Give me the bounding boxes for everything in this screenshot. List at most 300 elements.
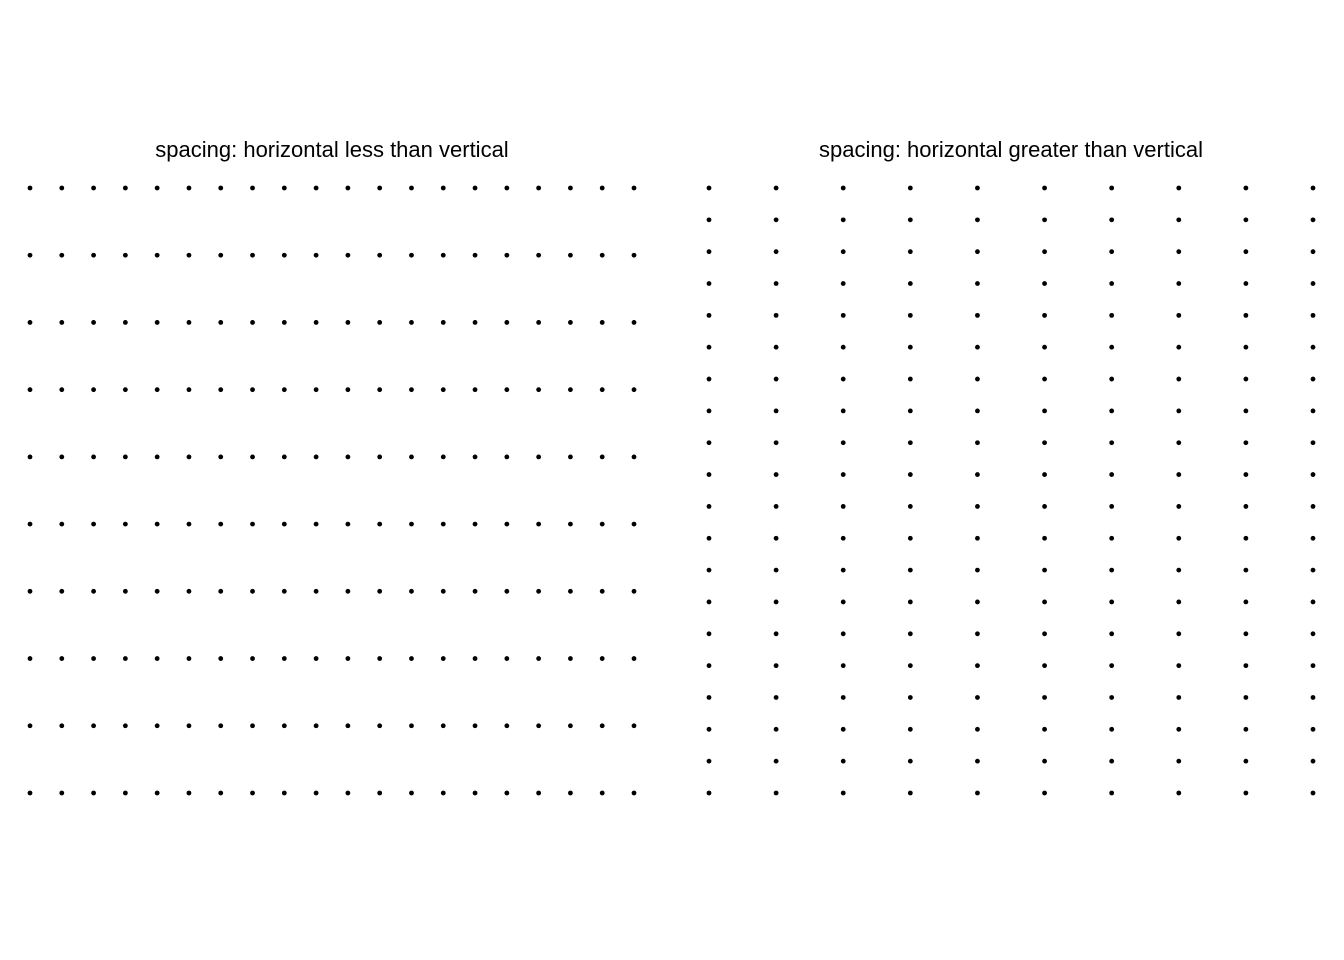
grid-dot [975,727,980,732]
grid-dot [441,387,446,392]
grid-dot [1042,600,1047,605]
grid-dot [975,408,980,413]
grid-dot [282,656,287,661]
grid-dot [155,656,160,661]
grid-dot [632,522,637,527]
grid-dot [345,791,350,796]
grid-dot [123,589,128,594]
grid-dot [600,454,605,459]
grid-dot [1243,727,1248,732]
grid-dot [774,663,779,668]
grid-dot [504,387,509,392]
grid-dot [908,281,913,286]
grid-dot [123,387,128,392]
grid-dot [568,387,573,392]
grid-dot [504,656,509,661]
grid-dot [975,695,980,700]
grid-dot [841,217,846,222]
grid-dot [218,387,223,392]
grid-dot [187,723,192,728]
grid-dot [908,727,913,732]
grid-dot [707,408,712,413]
grid-dot [1243,536,1248,541]
grid-dot [632,723,637,728]
grid-dot [377,589,382,594]
grid-dot [1042,217,1047,222]
grid-dot [632,387,637,392]
grid-dot [250,656,255,661]
grid-dot [1042,472,1047,477]
grid-dot [1109,568,1114,573]
grid-dot [975,217,980,222]
grid-dot [600,791,605,796]
grid-dot [473,454,478,459]
grid-dot [59,387,64,392]
grid-dot [504,454,509,459]
grid-dot [123,656,128,661]
grid-dot [1176,313,1181,318]
grid-dot [345,186,350,191]
grid-dot [1109,504,1114,509]
grid-dot [632,253,637,258]
grid-dot [91,454,96,459]
grid-dot [59,723,64,728]
grid-dot [1042,727,1047,732]
grid-dot [707,313,712,318]
grid-dot [91,589,96,594]
grid-dot [473,320,478,325]
grid-dot [1109,600,1114,605]
grid-dot [975,600,980,605]
grid-dot [908,536,913,541]
grid-dot [632,589,637,594]
grid-dot [218,791,223,796]
grid-dot [536,253,541,258]
grid-dot [187,589,192,594]
grid-dot [1311,186,1316,191]
grid-dot [314,387,319,392]
grid-dot [1176,217,1181,222]
grid-dot [707,345,712,350]
grid-dot [1311,440,1316,445]
grid-dot [187,791,192,796]
grid-dot [975,440,980,445]
grid-dot [536,454,541,459]
grid-dot [774,345,779,350]
grid-dot [504,723,509,728]
grid-dot [473,387,478,392]
grid-dot [1311,600,1316,605]
grid-dot [841,313,846,318]
grid-dot [908,249,913,254]
grid-dot [1042,504,1047,509]
grid-dot [568,723,573,728]
grid-dot [1042,791,1047,796]
grid-dot [707,186,712,191]
grid-dot [282,186,287,191]
grid-dot [774,377,779,382]
grid-dot [774,695,779,700]
grid-dot [1042,568,1047,573]
grid-dot [91,656,96,661]
grid-dot [314,253,319,258]
grid-dot [1042,408,1047,413]
grid-dot [908,377,913,382]
grid-dot [218,454,223,459]
grid-dot [600,589,605,594]
grid-dot [841,186,846,191]
grid-dot [28,320,33,325]
grid-dot [282,387,287,392]
grid-dot [1311,727,1316,732]
grid-dot [774,791,779,796]
grid-dot [908,472,913,477]
grid-dot [1042,186,1047,191]
grid-dot [1109,440,1114,445]
grid-dot [975,663,980,668]
grid-dot [568,791,573,796]
grid-dot [473,186,478,191]
grid-dot [1311,377,1316,382]
grid-dot [473,791,478,796]
grid-dot [536,186,541,191]
grid-dot [1109,313,1114,318]
grid-dot [155,454,160,459]
grid-dot [1042,663,1047,668]
grid-dot [707,568,712,573]
grid-dot [441,791,446,796]
grid-dot [707,791,712,796]
grid-dot [1243,440,1248,445]
grid-dot [1243,345,1248,350]
grid-dot [975,631,980,636]
grid-dot [250,320,255,325]
grid-dot [1243,568,1248,573]
grid-dot [441,320,446,325]
grid-dot [441,253,446,258]
grid-dot [1311,631,1316,636]
grid-dot [1243,791,1248,796]
grid-dot [1311,536,1316,541]
grid-dot [632,186,637,191]
grid-dot [774,600,779,605]
grid-dot [187,454,192,459]
grid-dot [91,723,96,728]
grid-dot [1109,695,1114,700]
grid-dot [314,589,319,594]
grid-dot [774,631,779,636]
grid-dot [282,454,287,459]
grid-dot [218,320,223,325]
grid-dot [91,791,96,796]
grid-dot [1042,249,1047,254]
grid-dot [473,656,478,661]
grid-dot [908,313,913,318]
grid-dot [1243,631,1248,636]
grid-dot [1109,377,1114,382]
grid-dot [377,253,382,258]
panel-left-title: spacing: horizontal less than vertical [155,137,509,162]
grid-dot [1109,791,1114,796]
grid-dot [536,522,541,527]
grid-dot [409,253,414,258]
grid-dot [841,727,846,732]
grid-dot [345,253,350,258]
grid-dot [59,253,64,258]
grid-dot [377,791,382,796]
grid-dot [1243,313,1248,318]
grid-dot [841,440,846,445]
grid-dot [975,186,980,191]
grid-dot [1109,217,1114,222]
grid-dot [314,186,319,191]
grid-dot [908,695,913,700]
grid-dot [1109,536,1114,541]
grid-dot [774,186,779,191]
grid-dot [774,313,779,318]
grid-dot [377,186,382,191]
grid-dot [841,791,846,796]
grid-dot [345,454,350,459]
grid-dot [536,387,541,392]
grid-dot [600,723,605,728]
grid-dot [908,759,913,764]
grid-dot [91,186,96,191]
grid-dot [377,320,382,325]
grid-dot [536,723,541,728]
grid-dot [473,253,478,258]
grid-dot [908,217,913,222]
grid-dot [504,253,509,258]
grid-dot [1243,759,1248,764]
grid-dot [1311,249,1316,254]
grid-dot [409,387,414,392]
grid-dot [600,320,605,325]
grid-dot [908,600,913,605]
grid-dot [155,723,160,728]
grid-dot [536,589,541,594]
grid-dot [1176,631,1181,636]
grid-dot [282,320,287,325]
grid-dot [774,217,779,222]
grid-dot [250,253,255,258]
grid-dot [632,454,637,459]
grid-dot [218,253,223,258]
grid-dot [473,723,478,728]
grid-dot [774,472,779,477]
grid-dot [1109,408,1114,413]
grid-dot [707,281,712,286]
grid-dot [841,695,846,700]
grid-dot [1243,217,1248,222]
grid-dot [975,759,980,764]
grid-dot [1176,377,1181,382]
grid-dot [568,522,573,527]
grid-dot [1243,249,1248,254]
grid-dot [28,186,33,191]
grid-dot [314,656,319,661]
grid-dot [1176,600,1181,605]
grid-dot [600,522,605,527]
grid-dot [841,281,846,286]
grid-dot [1042,536,1047,541]
grid-dot [1176,440,1181,445]
grid-dot [1311,313,1316,318]
grid-dot [123,522,128,527]
grid-dot [1042,759,1047,764]
grid-dot [1176,536,1181,541]
grid-dot [1311,472,1316,477]
grid-dot [1176,695,1181,700]
grid-dot [250,186,255,191]
grid-dot [504,320,509,325]
grid-dot [1109,472,1114,477]
grid-dot [59,522,64,527]
grid-dot [632,791,637,796]
grid-dot [1311,408,1316,413]
grid-dot [218,589,223,594]
grid-dot [841,472,846,477]
panel-right-title: spacing: horizontal greater than vertical [819,137,1203,162]
grid-dot [282,589,287,594]
grid-dot [155,253,160,258]
grid-dot [28,656,33,661]
grid-dot [250,791,255,796]
grid-dot [1042,695,1047,700]
grid-dot [841,631,846,636]
grid-dot [1176,281,1181,286]
grid-dot [908,345,913,350]
grid-dot [187,320,192,325]
grid-dot [1311,695,1316,700]
grid-dot [1042,377,1047,382]
grid-dot [568,320,573,325]
grid-dot [282,253,287,258]
grid-dot [774,281,779,286]
grid-dot [59,186,64,191]
grid-dot [1109,663,1114,668]
grid-dot [568,253,573,258]
grid-dot [441,522,446,527]
grid-dot [1311,791,1316,796]
grid-dot [345,723,350,728]
grid-dot [632,320,637,325]
grid-dot [250,723,255,728]
grid-dot [707,217,712,222]
grid-dot [441,589,446,594]
grid-dot [707,695,712,700]
grid-dot [123,723,128,728]
grid-dot [908,408,913,413]
grid-dot [1243,504,1248,509]
grid-dot [1243,472,1248,477]
grid-dot [774,727,779,732]
grid-dot [707,631,712,636]
grid-dot [409,186,414,191]
grid-dot [1176,663,1181,668]
grid-dot [1109,186,1114,191]
grid-dot [774,440,779,445]
grid-dot [975,377,980,382]
grid-dot [314,723,319,728]
grid-dot [841,600,846,605]
grid-dot [774,536,779,541]
grid-dot [123,791,128,796]
grid-dot [59,791,64,796]
grid-dot [441,454,446,459]
grid-dot [1311,345,1316,350]
grid-dot [409,320,414,325]
grid-dot [1243,186,1248,191]
grid-dot [59,320,64,325]
grid-dot [536,656,541,661]
grid-dot [568,589,573,594]
grid-dot [155,522,160,527]
grid-dot [409,589,414,594]
grid-dot [1042,631,1047,636]
grid-dot [841,345,846,350]
grid-dot [975,472,980,477]
grid-dot [1176,727,1181,732]
grid-dot [91,387,96,392]
grid-dot [632,656,637,661]
grid-dot [409,656,414,661]
grid-dot [409,454,414,459]
grid-dot [504,589,509,594]
grid-dot [707,727,712,732]
grid-dot [975,791,980,796]
grid-dot [707,504,712,509]
grid-dot [707,440,712,445]
grid-dot [1109,249,1114,254]
grid-dot [123,320,128,325]
grid-dot [774,504,779,509]
grid-dot [1109,281,1114,286]
grid-dot [409,723,414,728]
grid-dot [1311,504,1316,509]
grid-dot [187,253,192,258]
grid-dot [1109,727,1114,732]
grid-dot [536,320,541,325]
grid-dot [377,454,382,459]
grid-dot [774,759,779,764]
grid-dot [841,504,846,509]
grid-dot [536,791,541,796]
grid-dot [123,186,128,191]
grid-dot [707,377,712,382]
grid-dot [1176,249,1181,254]
grid-dot [568,454,573,459]
grid-dot [504,791,509,796]
grid-dot [155,186,160,191]
grid-dot [774,408,779,413]
grid-dot [218,723,223,728]
grid-dot [1109,345,1114,350]
grid-dot [707,600,712,605]
grid-dot [1243,377,1248,382]
grid-dot [314,522,319,527]
grid-dot [1042,345,1047,350]
grid-dot [1311,217,1316,222]
grid-dot [250,589,255,594]
grid-dot [1243,408,1248,413]
grid-dot [975,568,980,573]
grid-dot [218,656,223,661]
grid-dot [975,313,980,318]
grid-dot [28,454,33,459]
grid-dot [187,186,192,191]
grid-dot [91,522,96,527]
